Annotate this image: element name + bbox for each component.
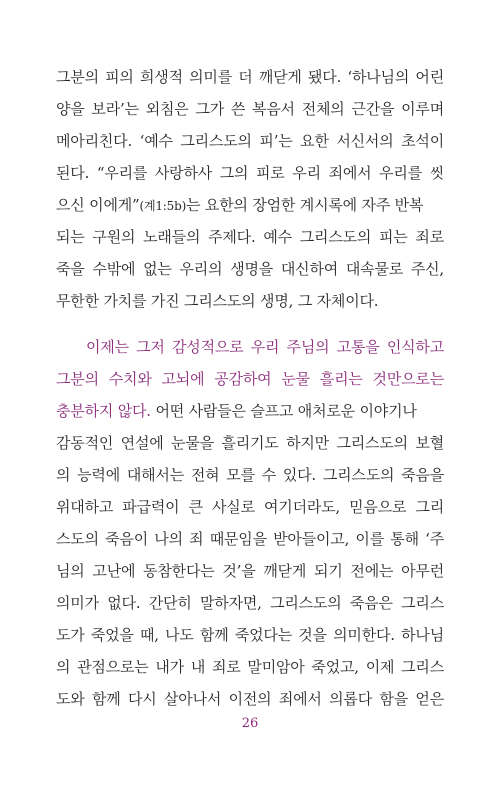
- text-line: 그분의 피의 희생적 의미를 더 깨닫게 됐다. ‘하나님의 어린: [56, 68, 444, 86]
- text-line: 메아리친다. ‘예수 그리스도의 피’는 요한 서신서의 초석이: [56, 132, 444, 150]
- page-number: 26: [241, 716, 259, 731]
- text-line: 감동적인 연설에 눈물을 흘리기도 하지만 그리스도의 보혈: [56, 434, 444, 452]
- text-line: 님의 고난에 동참한다는 것’을 깨닫게 되기 전에는 아무런: [56, 562, 444, 580]
- highlighted-line: 그분의 수치와 고뇌에 공감하여 눈물 흘리는 것만으로는: [56, 370, 444, 388]
- text-line: 의 관점으로는 내가 내 죄로 말미암아 죽었고, 이제 그리스: [56, 658, 444, 676]
- paragraph-2: [56, 331, 444, 715]
- text-line: 스도의 죽음이 나의 죄 때문임을 받아들이고, 이를 통해 ‘주: [56, 530, 444, 548]
- text-line: 도와 함께 다시 살아나서 이전의 죄에서 의롭다 함을 얻은: [56, 690, 444, 708]
- text-line: [56, 189, 444, 221]
- scripture-reference: (계1:5b): [139, 199, 187, 213]
- text-segment: 는 요한의 장엄한 계시록에 자주 반복: [186, 196, 424, 214]
- text-line: 도가 죽었을 때, 나도 함께 죽었다는 것을 의미한다. 하나님: [56, 626, 444, 644]
- highlighted-text: 충분하지 않다.: [56, 402, 151, 420]
- text-line: 무한한 가치를 가진 그리스도의 생명, 그 자체이다.: [56, 292, 379, 310]
- text-line: 양을 보라’는 외침은 그가 쓴 복음서 전체의 근간을 이루며: [56, 100, 444, 118]
- text-line: [56, 395, 444, 427]
- text-line: 죽을 수밖에 없는 우리의 생명을 대신하여 대속물로 주신,: [56, 260, 444, 278]
- text-segment: 으신 이에게”: [56, 196, 140, 214]
- text-line: 의미가 없다. 간단히 말하자면, 그리스도의 죽음은 그리스: [56, 594, 444, 612]
- text-line: 된다. “우리를 사랑하사 그의 피로 우리 죄에서 우리를 씻: [56, 164, 444, 182]
- text-segment: 어떤 사람들은 슬프고 애처로운 이야기나: [150, 402, 417, 420]
- text-line: 위대하고 파급력이 큰 사실로 여기더라도, 믿음으로 그리: [56, 498, 444, 516]
- paragraph-1: [56, 61, 444, 317]
- highlighted-line: 이제는 그저 감성적으로 우리 주님의 고통을 인식하고: [86, 338, 444, 356]
- text-line: 되는 구원의 노래들의 주제다. 예수 그리스도의 피는 죄로: [56, 228, 444, 246]
- text-line: 의 능력에 대해서는 전혀 모를 수 있다. 그리스도의 죽음을: [56, 466, 444, 484]
